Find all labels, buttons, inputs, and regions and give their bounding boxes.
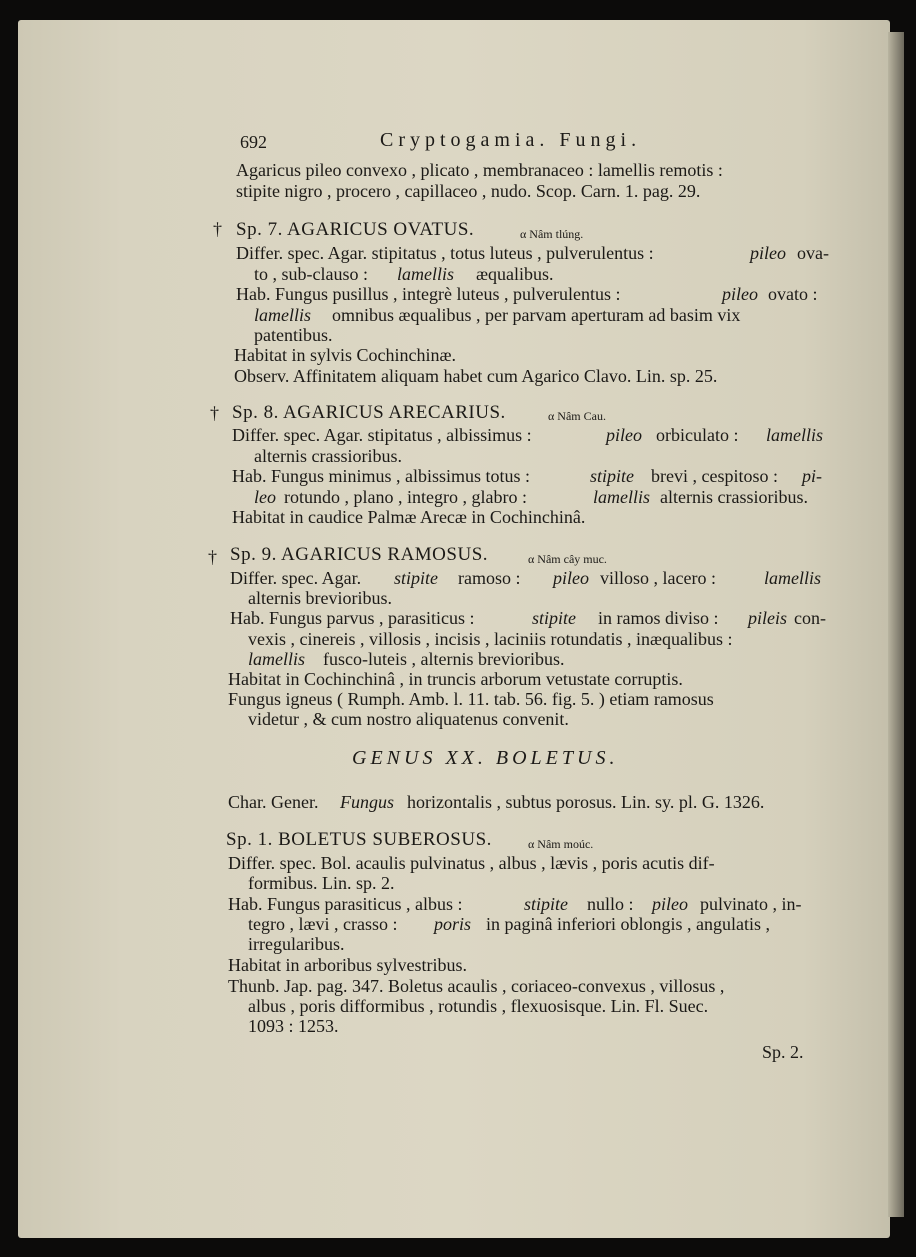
text-line: pi- <box>802 466 822 486</box>
text-line: brevi , cespitoso : <box>651 466 778 486</box>
text-line: horizontalis , subtus porosus. Lin. sy. pl. G. 1326. <box>407 792 765 812</box>
text-line: in ramos diviso : <box>598 608 719 628</box>
text-line: Habitat in sylvis Cochinchinæ. <box>234 345 456 365</box>
text-line: to , sub-clauso : <box>254 264 368 284</box>
text-line: lamellis <box>254 305 311 325</box>
text-line: stipite <box>532 608 576 628</box>
text-line: lamellis <box>766 425 823 445</box>
species-heading: Sp. 7. AGARICUS OVATUS. <box>236 219 475 240</box>
species-heading: Sp. 1. BOLETUS SUBEROSUS. <box>226 829 492 850</box>
text-line: in paginâ inferiori oblongis , angulatis , <box>486 914 770 934</box>
next-page-edge <box>888 32 904 1217</box>
page-number: 692 <box>240 132 267 152</box>
text-line: pileo <box>553 568 589 588</box>
text-line: con- <box>794 608 826 628</box>
vernacular-name: α Nâm tlúng. <box>520 227 584 241</box>
text-line: Thunb. Jap. pag. 347. Boletus acaulis , coriaceo-convexus , villosus , <box>228 976 725 996</box>
text-line: ovato : <box>768 284 818 304</box>
text-line: pileo <box>722 284 758 304</box>
text-line: Fungus igneus ( Rumph. Amb. l. 11. tab. 56. fig. 5. ) etiam ramosus <box>228 689 714 709</box>
text-line: Habitat in caudice Palmæ Arecæ in Cochinchinâ. <box>232 507 586 527</box>
text-line: lamellis <box>764 568 821 588</box>
text-line: vexis , cinereis , villosis , incisis , laciniis rotundatis , inæqualibus : <box>248 629 733 649</box>
text-line: ramoso : <box>458 568 521 588</box>
text-line: Differ. spec. Agar. <box>230 568 362 588</box>
text-line: albus , poris difformibus , rotundis , flexuosisque. Lin. Fl. Suec. <box>248 996 709 1016</box>
catchword: Sp. 2. <box>762 1042 804 1062</box>
text-line: omnibus æqualibus , per parvam aperturam ad basim vix <box>332 305 741 325</box>
text-line: Char. Gener. <box>228 792 319 812</box>
text-line: Observ. Affinitatem aliquam habet cum Agarico Clavo. Lin. sp. 25. <box>234 366 718 386</box>
text-line: Fungus <box>340 792 394 812</box>
text-line: poris <box>434 914 472 934</box>
text-line: pileo <box>750 243 786 263</box>
text-line: stipite nigro , procero , capillaceo , nudo. Scop. Carn. 1. pag. 29. <box>236 181 701 201</box>
text-line: lamellis <box>593 487 650 507</box>
text-line: nullo : <box>587 894 634 914</box>
text-line: pileis <box>748 608 787 628</box>
dagger-mark: † <box>208 547 217 567</box>
text-line: Hab. Fungus minimus , albissimus totus : <box>232 466 531 486</box>
vernacular-name: α Nâm moúc. <box>528 837 594 851</box>
text-line: alternis crassioribus. <box>254 446 402 466</box>
text-line: irregularibus. <box>248 934 345 954</box>
text-line: stipite <box>394 568 438 588</box>
text-line: lamellis <box>248 649 305 669</box>
text-line: æqualibus. <box>476 264 554 284</box>
text-line: pileo <box>652 894 688 914</box>
text-line: leo <box>254 487 276 507</box>
text-line: Habitat in arboribus sylvestribus. <box>228 955 467 975</box>
text-line: Hab. Fungus parvus , parasiticus : <box>230 608 475 628</box>
text-line: orbiculato : <box>656 425 739 445</box>
text-line: villoso , lacero : <box>600 568 716 588</box>
text-line: videtur , & cum nostro aliquatenus convenit. <box>248 709 569 729</box>
text-line: alternis crassioribus. <box>660 487 808 507</box>
species-heading: Sp. 9. AGARICUS RAMOSUS. <box>230 544 489 565</box>
text-line: patentibus. <box>254 325 333 345</box>
text-line: Hab. Fungus parasiticus , albus : <box>228 894 463 914</box>
text-line: pulvinato , in- <box>700 894 802 914</box>
text-line: 1093 : 1253. <box>248 1016 339 1036</box>
dagger-mark: † <box>210 403 219 423</box>
text-line: stipite <box>524 894 568 914</box>
vernacular-name: α Nâm Cau. <box>548 409 606 423</box>
dagger-mark: † <box>213 219 222 239</box>
text-line: Hab. Fungus pusillus , integrè luteus , pulverulentus : <box>236 284 621 304</box>
running-title: Cryptogamia. Fungi. <box>380 129 642 151</box>
genus-heading: GENUS XX. BOLETUS. <box>352 747 619 769</box>
vernacular-name: α Nâm cây muc. <box>528 552 607 566</box>
text-line: fusco-luteis , alternis brevioribus. <box>323 649 565 669</box>
text-line: Habitat in Cochinchinâ , in truncis arborum vetustate corruptis. <box>228 669 683 689</box>
text-line: rotundo , plano , integro , glabro : <box>284 487 527 507</box>
text-line: Agaricus pileo convexo , plicato , membranaceo : lamellis remotis : <box>236 160 723 180</box>
text-line: tegro , lævi , crasso : <box>248 914 398 934</box>
text-line: Differ. spec. Agar. stipitatus , totus luteus , pulverulentus : <box>236 243 654 263</box>
text-line: formibus. Lin. sp. 2. <box>248 873 395 893</box>
text-line: Differ. spec. Bol. acaulis pulvinatus , albus , lævis , poris acutis dif- <box>228 853 715 873</box>
text-line: Differ. spec. Agar. stipitatus , albissimus : <box>232 425 532 445</box>
text-line: pileo <box>606 425 642 445</box>
text-line: stipite <box>590 466 634 486</box>
text-line: alternis brevioribus. <box>248 588 392 608</box>
species-heading: Sp. 8. AGARICUS ARECARIUS. <box>232 402 506 423</box>
text-line: ova- <box>797 243 829 263</box>
text-line: lamellis <box>397 264 454 284</box>
